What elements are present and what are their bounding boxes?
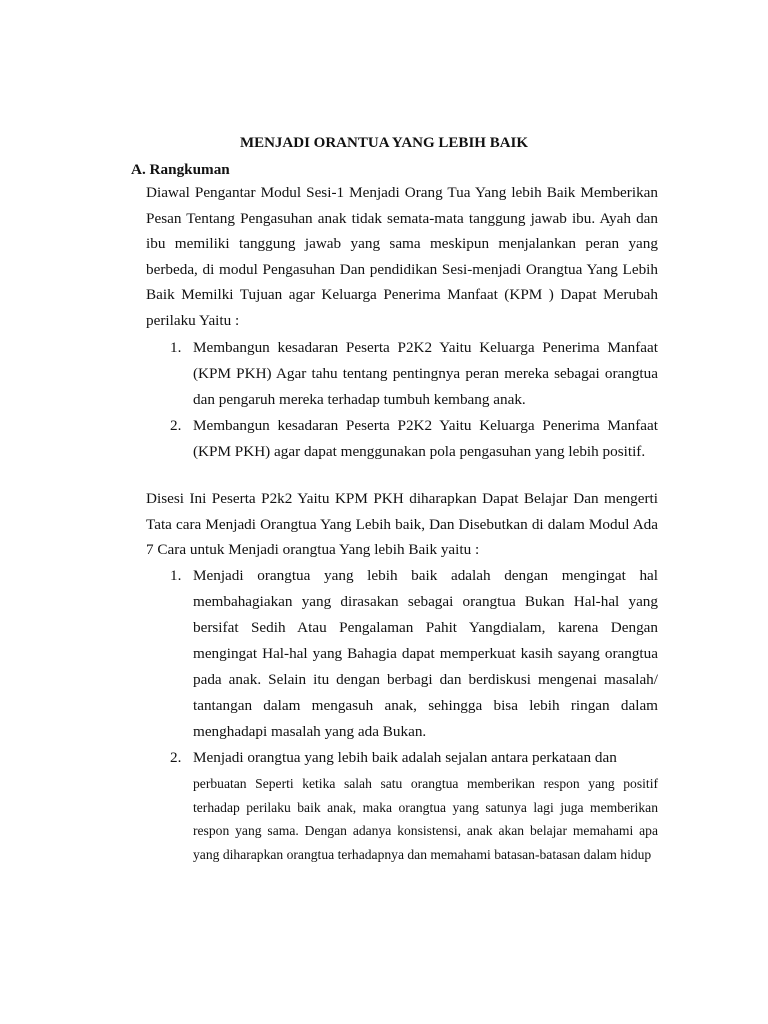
list-item-text: Menjadi orangtua yang lebih baik adalah dengan mengingat hal membahagiakan yang dirasakan sebagai orangtua Bukan Hal-hal yang bersifat Sedih Atau Pengalaman Pahit Yangdialam, karena Dengan mengingat Hal-hal yang Bahagia dapat memperkuat kasih sayang orangtua pada anak. Selain itu dengan berbagi dan berdiskusi mengenai masalah/ tantangan dalam mengasuh anak, sehingga bisa lebih ringan dalam menghadapi masalah yang ada Bukan. xyxy=(193,567,658,740)
list-item xyxy=(146,413,658,465)
goals-list xyxy=(146,335,658,465)
list-item-text: Membangun kesadaran Peserta P2K2 Yaitu Keluarga Penerima Manfaat (KPM PKH) Agar tahu tentang pentingnya peran mereka sebagai orangtua dan pengaruh mereka terhadap tumbuh kembang anak. xyxy=(193,339,658,408)
list-item xyxy=(146,563,658,745)
list-number: 1. xyxy=(170,567,182,584)
document-title: MENJADI ORANTUA YANG LEBIH BAIK xyxy=(239,135,529,151)
list-item-text: Menjadi orangtua yang lebih baik adalah sejalan antara perkataan dan xyxy=(193,749,617,766)
list-item-text-continued: perbuatan Seperti ketika salah satu orangtua memberikan respon yang positif terhadap perilaku baik anak, maka orangtua yang satunya lagi juga memberikan respon yang sama. Dengan adanya konsistensi, anak akan belajar memahami apa yang diharapkan orangtua terhadapnya dan memahami batasan-batasan dalam hidup xyxy=(193,776,658,862)
second-paragraph: Disesi Ini Peserta P2k2 Yaitu KPM PKH diharapkan Dapat Belajar Dan mengerti Tata cara Menjadi Orangtua Yang Lebih baik, Dan Disebutkan di dalam Modul Ada 7 Cara untuk Menjadi orangtua Yang lebih Baik yaitu : xyxy=(146,490,658,559)
list-item xyxy=(146,745,658,866)
list-item-text: Membangun kesadaran Peserta P2K2 Yaitu Keluarga Penerima Manfaat (KPM PKH) agar dapat menggunakan pola pengasuhan yang lebih positif. xyxy=(193,417,658,460)
list-number: 2. xyxy=(170,417,182,434)
list-number: 2. xyxy=(170,749,182,766)
ways-list xyxy=(146,563,658,866)
section-heading: A. Rangkuman xyxy=(131,161,230,178)
list-number: 1. xyxy=(170,339,182,356)
list-item xyxy=(146,335,658,413)
intro-paragraph: Diawal Pengantar Modul Sesi-1 Menjadi Orang Tua Yang lebih Baik Memberikan Pesan Tentang Pengasuhan anak tidak semata-mata tanggung jawab ibu. Ayah dan ibu memiliki tanggung jawab yang sama meskipun menjalankan peran yang berbeda, di modul Pengasuhan Dan pendidikan Sesi-menjadi Orangtua Yang Lebih Baik Memilki Tujuan agar Keluarga Penerima Manfaat (KPM ) Dapat Merubah perilaku Yaitu : xyxy=(146,184,658,329)
